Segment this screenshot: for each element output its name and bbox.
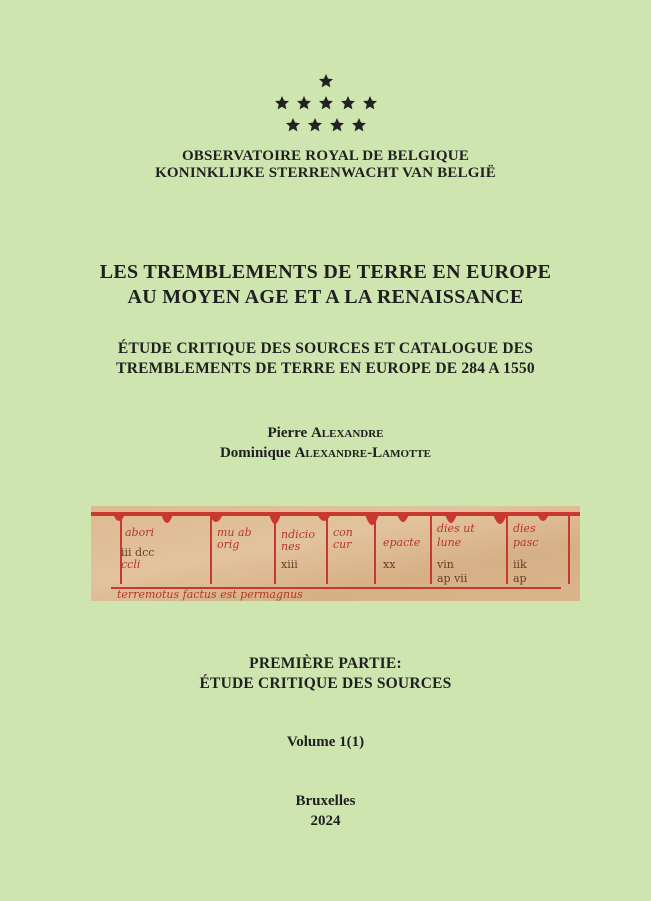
svg-text:orig: orig: [217, 538, 240, 551]
author-2: [0, 443, 651, 463]
institution-name: [0, 148, 651, 182]
svg-text:ndicio: ndicio: [281, 528, 315, 541]
star-icon: [274, 95, 290, 111]
svg-text:ap vii: ap vii: [437, 572, 468, 585]
subtitle-line-2: TREMBLEMENTS DE TERRE EN EUROPE DE 284 A 1550: [116, 360, 535, 377]
svg-text:iik: iik: [513, 558, 527, 571]
publication-year: 2024: [310, 813, 341, 829]
star-icon: [296, 95, 312, 111]
svg-text:dies ut: dies ut: [437, 522, 475, 535]
svg-text:pasc: pasc: [513, 536, 539, 549]
star-icon: [318, 95, 334, 111]
volume-number: Volume 1(1): [286, 734, 365, 750]
star-icon: [329, 117, 345, 133]
title-line-2: AU MOYEN AGE ET A LA RENAISSANCE: [127, 286, 524, 308]
star-emblem: [0, 70, 651, 136]
part-line-2: ÉTUDE CRITIQUE DES SOURCES: [199, 675, 452, 692]
author-first-name: Pierre: [267, 425, 308, 441]
part-line-1: PREMIÈRE PARTIE:: [249, 655, 402, 672]
book-subtitle: [0, 339, 651, 379]
manuscript-image: [91, 506, 580, 601]
author-last-name: Alexandre-Lamotte: [294, 445, 432, 461]
author-1: [0, 423, 651, 443]
star-icon: [340, 95, 356, 111]
book-title: [0, 260, 651, 310]
svg-text:iii dcc: iii dcc: [121, 546, 155, 559]
author-last-name: Alexandre: [310, 425, 384, 441]
publication-place: Bruxelles: [295, 793, 356, 809]
institution-line-fr: OBSERVATOIRE ROYAL DE BELGIQUE: [181, 148, 470, 164]
star-icon: [351, 117, 367, 133]
svg-text:lune: lune: [437, 536, 462, 549]
svg-text:epacte: epacte: [383, 536, 421, 549]
title-line-1: LES TREMBLEMENTS DE TERRE EN EUROPE: [99, 261, 552, 283]
svg-text:mu ab: mu ab: [217, 526, 252, 539]
author-first-name: Dominique: [219, 445, 291, 461]
svg-text:dies: dies: [513, 522, 536, 535]
svg-text:ap: ap: [513, 572, 527, 585]
star-icon: [318, 73, 334, 89]
star-icon: [362, 95, 378, 111]
svg-text:xx: xx: [383, 558, 396, 571]
subtitle-line-1: ÉTUDE CRITIQUE DES SOURCES ET CATALOGUE DES: [117, 340, 534, 357]
star-row-2: [0, 92, 651, 114]
svg-text:ccli: ccli: [121, 558, 141, 571]
svg-text:con: con: [333, 526, 353, 539]
manuscript-script: abori: [125, 526, 154, 539]
svg-text:vin: vin: [437, 558, 454, 571]
star-icon: [285, 117, 301, 133]
svg-text:cur: cur: [333, 538, 352, 551]
part-heading: [0, 654, 651, 694]
star-row-3: [0, 114, 651, 136]
svg-text:nes: nes: [281, 540, 301, 553]
star-row-1: [0, 70, 651, 92]
authors: [0, 423, 651, 463]
svg-text:xiii: xiii: [281, 558, 298, 571]
star-icon: [307, 117, 323, 133]
svg-text:terremotus factus est permagnu: terremotus factus est permagnus: [117, 588, 303, 601]
institution-line-nl: KONINKLIJKE STERRENWACHT VAN BELGIË: [155, 165, 496, 181]
publication-info: [0, 791, 651, 831]
